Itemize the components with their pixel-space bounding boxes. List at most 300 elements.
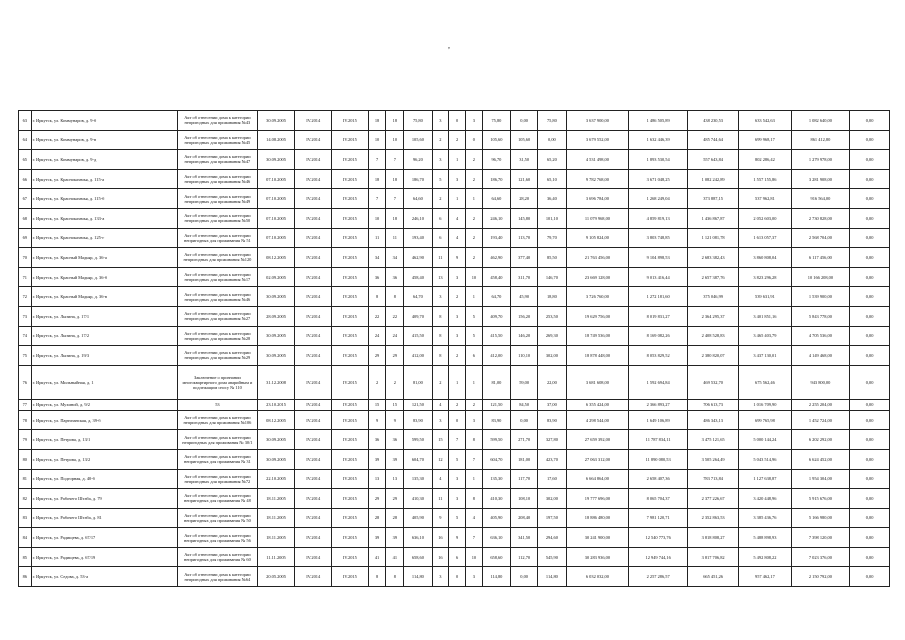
cell-document-date: 07.10.2005 xyxy=(257,169,295,189)
cell-address: г. Иркутск, ул. Петрова, д. 13/1 xyxy=(31,430,178,450)
cell-total-area: 105,60 xyxy=(404,130,432,150)
cell-total-cost: 6 664 864,00 xyxy=(566,469,629,489)
cell-fund-extra: 7 023 376,00 xyxy=(791,547,850,567)
cell-fund-local: 699 765,98 xyxy=(739,410,791,430)
cell-address: г. Иркутск, ул. Коммунаров, д. 9-д xyxy=(31,150,178,170)
cell-total-cost: 6 355 424,00 xyxy=(566,399,629,410)
cell-planned-end: IV.2015 xyxy=(332,567,369,587)
table-row xyxy=(19,150,890,170)
cell-area-municipal: 83,90 xyxy=(538,410,566,430)
cell-planned-start: IV.2014 xyxy=(295,130,332,150)
cell-residents-relocated: 15 xyxy=(386,399,404,410)
cell-planned-start: IV.2014 xyxy=(295,547,332,567)
cell-document-date: 07.10.2005 xyxy=(257,189,295,209)
cell-address: г. Иркутск, ул. Рабочего Штаба, д. 81 xyxy=(31,508,178,528)
cell-fund-regional: 375 046,99 xyxy=(687,287,738,307)
cell-rooms-municipal: 10 xyxy=(466,267,483,287)
cell-fund-federal: 2 257 286,57 xyxy=(629,567,688,587)
cell-rooms-total: 8 xyxy=(432,326,449,346)
cell-document: Акт об отнесении дома к категории непригодных для проживания №27 xyxy=(178,306,258,326)
cell-residents-count: 9 xyxy=(368,410,386,430)
cell-rooms-private: 2 xyxy=(449,399,466,410)
cell-rooms-municipal: 1 xyxy=(466,365,483,399)
cell-residents-count: 24 xyxy=(368,326,386,346)
cell-total-area: 599,50 xyxy=(404,430,432,450)
cell-fund-other: 0,00 xyxy=(850,547,890,567)
cell-total-area: 75,80 xyxy=(404,111,432,131)
cell-planned-end: IV.2015 xyxy=(332,430,369,450)
cell-address: г. Иркутск, ул. Красный Мадьяр, д. 36-б xyxy=(31,267,178,287)
cell-planned-end: IV.2015 xyxy=(332,365,369,399)
cell-area-total: 409,70 xyxy=(482,306,510,326)
cell-planned-end: IV.2015 xyxy=(332,111,369,131)
cell-total-area: 412,00 xyxy=(404,346,432,366)
cell-area-municipal: 85,50 xyxy=(538,248,566,268)
cell-fund-local: 1 557 155,86 xyxy=(739,169,791,189)
cell-area-private: 0,00 xyxy=(511,111,538,131)
cell-area-private: 341,50 xyxy=(511,528,538,548)
cell-area-municipal: 18,80 xyxy=(538,287,566,307)
cell-row-number: 72 xyxy=(19,287,32,307)
cell-document-date: 30.09.2005 xyxy=(257,449,295,469)
cell-rooms-municipal: 6 xyxy=(466,346,483,366)
cell-rooms-private: 0 xyxy=(449,111,466,131)
table-row xyxy=(19,326,890,346)
cell-area-private: 84,50 xyxy=(511,399,538,410)
cell-fund-regional: 557 643,84 xyxy=(687,150,738,170)
cell-total-cost: 9 782 768,00 xyxy=(566,169,629,189)
cell-area-municipal: 65,20 xyxy=(538,150,566,170)
cell-rooms-private: 1 xyxy=(449,189,466,209)
cell-area-municipal: 294,60 xyxy=(538,528,566,548)
cell-rooms-private: 4 xyxy=(449,228,466,248)
cell-area-private: 110,10 xyxy=(511,346,538,366)
cell-row-number: 63 xyxy=(19,111,32,131)
cell-area-municipal: 269,30 xyxy=(538,326,566,346)
cell-address: г. Иркутск, ул. Лызина, д. 17/2 xyxy=(31,326,178,346)
cell-residents-count: 22 xyxy=(368,306,386,326)
cell-rooms-municipal: 3 xyxy=(466,111,483,131)
cell-fund-other: 0,00 xyxy=(850,169,890,189)
cell-row-number: 79 xyxy=(19,430,32,450)
cell-total-area: 458,40 xyxy=(404,267,432,287)
cell-document: 53 xyxy=(178,399,258,410)
cell-residents-count: 39 xyxy=(368,528,386,548)
housing-relocation-table xyxy=(18,110,890,587)
cell-fund-local: 539 631,91 xyxy=(739,287,791,307)
cell-fund-extra: 2 730 828,00 xyxy=(791,208,850,228)
cell-row-number: 81 xyxy=(19,469,32,489)
cell-total-cost: 27 063 312,00 xyxy=(566,449,629,469)
cell-row-number: 75 xyxy=(19,346,32,366)
cell-residents-count: 8 xyxy=(368,567,386,587)
cell-row-number: 84 xyxy=(19,528,32,548)
cell-fund-extra: 6 202 292,00 xyxy=(791,430,850,450)
cell-residents-relocated: 34 xyxy=(386,248,404,268)
cell-document-date: 30.09.2005 xyxy=(257,111,295,131)
cell-fund-local: 3 465 403,79 xyxy=(739,326,791,346)
cell-fund-federal: 9 104 898,53 xyxy=(629,248,688,268)
cell-area-total: 75,80 xyxy=(482,111,510,131)
cell-rooms-total: 6 xyxy=(432,228,449,248)
cell-fund-extra: 6 624 452,00 xyxy=(791,449,850,469)
cell-total-cost: 30 241 900,00 xyxy=(566,528,629,548)
cell-document-date: 07.10.2005 xyxy=(257,208,295,228)
cell-residents-relocated: 29 xyxy=(386,346,404,366)
cell-area-total: 64,70 xyxy=(482,287,510,307)
cell-fund-other: 0,00 xyxy=(850,306,890,326)
cell-fund-regional: 1 121 081,78 xyxy=(687,228,738,248)
cell-residents-count: 18 xyxy=(368,111,386,131)
cell-document: Заключение о признании многоквартирного дома аварийным и подлежащим сносу № 110 xyxy=(178,365,258,399)
cell-fund-local: 675 562,46 xyxy=(739,365,791,399)
cell-area-private: 181,00 xyxy=(511,449,538,469)
cell-planned-start: IV.2014 xyxy=(295,248,332,268)
cell-residents-relocated: 39 xyxy=(386,528,404,548)
cell-row-number: 74 xyxy=(19,326,32,346)
cell-fund-regional: 2 408 528,83 xyxy=(687,326,738,346)
cell-document: Акт об отнесении дома к категории непригодных для проживания № 51 xyxy=(178,228,258,248)
cell-total-area: 405,90 xyxy=(404,508,432,528)
cell-document: Акт об отнесении дома к категории непригодных для проживания №45 xyxy=(178,130,258,150)
cell-fund-federal: 7 981 120,71 xyxy=(629,508,688,528)
cell-planned-end: IV.2015 xyxy=(332,130,369,150)
cell-area-private: 377,40 xyxy=(511,248,538,268)
cell-document-date: 18.11.2005 xyxy=(257,489,295,509)
cell-fund-federal: 8 019 831,27 xyxy=(629,306,688,326)
cell-rooms-private: 9 xyxy=(449,248,466,268)
cell-address: г. Иркутск, ул. Коммунаров, д. 9-в xyxy=(31,130,178,150)
cell-address: г. Иркутск, ул. Партизанская, д. 39-б xyxy=(31,410,178,430)
cell-total-cost: 19 629 756,00 xyxy=(566,306,629,326)
cell-total-cost: 4 531 498,00 xyxy=(566,150,629,170)
cell-document: Акт об отнесении дома к категории непригодных для проживания № 31 xyxy=(178,449,258,469)
cell-residents-count: 36 xyxy=(368,430,386,450)
cell-total-cost: 18 749 536,00 xyxy=(566,326,629,346)
cell-fund-federal: 1 486 505,89 xyxy=(629,111,688,131)
cell-document-date: 14.08.2005 xyxy=(257,130,295,150)
cell-total-area: 81,00 xyxy=(404,365,432,399)
cell-rooms-private: 5 xyxy=(449,508,466,528)
cell-document-date: 28.09.2005 xyxy=(257,306,295,326)
cell-fund-regional: 1 436 867,87 xyxy=(687,208,738,228)
cell-document: Акт об отнесении дома к категории непригодных для проживания №46 xyxy=(178,287,258,307)
cell-total-cost: 3 696 784,00 xyxy=(566,189,629,209)
cell-rooms-total: 11 xyxy=(432,489,449,509)
cell-residents-count: 34 xyxy=(368,248,386,268)
cell-area-private: 0,00 xyxy=(511,410,538,430)
cell-rooms-municipal: 2 xyxy=(466,169,483,189)
cell-fund-regional: 3 475 121,65 xyxy=(687,430,738,450)
cell-area-private: 45,90 xyxy=(511,287,538,307)
cell-fund-federal: 8 169 082,26 xyxy=(629,326,688,346)
cell-fund-local: 2 052 603,00 xyxy=(739,208,791,228)
cell-area-total: 604,70 xyxy=(482,449,510,469)
cell-residents-count: 13 xyxy=(368,469,386,489)
cell-area-municipal: 253,50 xyxy=(538,306,566,326)
cell-rooms-total: 4 xyxy=(432,399,449,410)
table-row xyxy=(19,189,890,209)
cell-document: Акт об отнесении дома к категории непригодных для проживания №49 xyxy=(178,189,258,209)
cell-total-area: 604,70 xyxy=(404,449,432,469)
cell-area-municipal: 302,00 xyxy=(538,489,566,509)
cell-total-area: 462,90 xyxy=(404,248,432,268)
cell-planned-end: IV.2015 xyxy=(332,248,369,268)
cell-area-municipal: 197,50 xyxy=(538,508,566,528)
cell-residents-count: 8 xyxy=(368,287,386,307)
cell-rooms-total: 3 xyxy=(432,287,449,307)
cell-total-area: 658,60 xyxy=(404,547,432,567)
cell-fund-other: 0,00 xyxy=(850,189,890,209)
cell-rooms-total: 3 xyxy=(432,111,449,131)
cell-area-private: 31,50 xyxy=(511,150,538,170)
cell-planned-start: IV.2014 xyxy=(295,111,332,131)
cell-total-area: 415,50 xyxy=(404,326,432,346)
table-row xyxy=(19,508,890,528)
cell-total-cost: 21 763 456,00 xyxy=(566,248,629,268)
cell-address: г. Иркутск, ул. Красный Мадьяр, д. 36-в xyxy=(31,287,178,307)
cell-fund-other: 0,00 xyxy=(850,430,890,450)
cell-fund-regional: 373 887,15 xyxy=(687,189,738,209)
cell-fund-extra: 6 117 456,00 xyxy=(791,248,850,268)
cell-document: Акт об отнесении дома к категории непригодных для проживания №64 xyxy=(178,567,258,587)
cell-residents-relocated: 18 xyxy=(386,111,404,131)
cell-rooms-private: 2 xyxy=(449,346,466,366)
cell-total-cost: 18 886 480,00 xyxy=(566,508,629,528)
cell-fund-extra: 943 800,00 xyxy=(791,365,850,399)
cell-total-area: 64,60 xyxy=(404,189,432,209)
cell-fund-other: 0,00 xyxy=(850,508,890,528)
cell-rooms-private: 3 xyxy=(449,469,466,489)
cell-rooms-private: 2 xyxy=(449,287,466,307)
cell-rooms-private: 9 xyxy=(449,528,466,548)
cell-total-area: 636,10 xyxy=(404,528,432,548)
cell-fund-federal: 9 013 416,44 xyxy=(629,267,688,287)
cell-rooms-total: 4 xyxy=(432,469,449,489)
cell-document: Акт об отнесении дома к категории непригодных для проживания №72 xyxy=(178,469,258,489)
cell-fund-federal: 4 859 819,13 xyxy=(629,208,688,228)
cell-document-date: 02.09.2005 xyxy=(257,267,295,287)
cell-fund-other: 0,00 xyxy=(850,399,890,410)
cell-fund-extra: 1 452 724,00 xyxy=(791,410,850,430)
cell-fund-federal: 3 671 048,25 xyxy=(629,169,688,189)
cell-rooms-municipal: 4 xyxy=(466,508,483,528)
cell-total-area: 193,40 xyxy=(404,228,432,248)
cell-document-date: 31.12.2008 xyxy=(257,365,295,399)
cell-fund-federal: 11 787 834,11 xyxy=(629,430,688,450)
cell-row-number: 76 xyxy=(19,365,32,399)
cell-planned-start: IV.2014 xyxy=(295,410,332,430)
cell-fund-other: 0,00 xyxy=(850,150,890,170)
cell-planned-start: IV.2014 xyxy=(295,567,332,587)
cell-fund-extra: 2 255 204,00 xyxy=(791,399,850,410)
cell-fund-other: 0,00 xyxy=(850,267,890,287)
cell-area-private: 59,00 xyxy=(511,365,538,399)
cell-document-date: 18.11.2005 xyxy=(257,508,295,528)
cell-fund-other: 0,00 xyxy=(850,346,890,366)
cell-document: Акт об отнесении дома к категории непригодных для проживания №120 xyxy=(178,248,258,268)
cell-fund-extra: 5 843 778,00 xyxy=(791,306,850,326)
cell-planned-start: IV.2014 xyxy=(295,326,332,346)
cell-planned-end: IV.2015 xyxy=(332,208,369,228)
cell-row-number: 83 xyxy=(19,508,32,528)
cell-area-total: 246,10 xyxy=(482,208,510,228)
cell-total-cost: 9 105 824,00 xyxy=(566,228,629,248)
cell-planned-end: IV.2015 xyxy=(332,346,369,366)
cell-document: Акт об отнесении дома к категории непригодных для проживания №106 xyxy=(178,410,258,430)
cell-residents-relocated: 9 xyxy=(386,410,404,430)
cell-fund-regional: 486 343,13 xyxy=(687,410,738,430)
cell-total-cost: 23 669 128,00 xyxy=(566,267,629,287)
cell-total-area: 135,30 xyxy=(404,469,432,489)
cell-fund-regional: 1 082 242,89 xyxy=(687,169,738,189)
cell-rooms-private: 6 xyxy=(449,547,466,567)
cell-area-total: 462,90 xyxy=(482,248,510,268)
cell-fund-local: 3 860 808,04 xyxy=(739,248,791,268)
cell-row-number: 77 xyxy=(19,399,32,410)
cell-fund-extra: 2 568 704,00 xyxy=(791,228,850,248)
cell-rooms-municipal: 8 xyxy=(466,430,483,450)
cell-fund-local: 3 401 851,16 xyxy=(739,306,791,326)
cell-planned-end: IV.2015 xyxy=(332,469,369,489)
cell-fund-other: 0,00 xyxy=(850,469,890,489)
cell-fund-regional: 485 744,64 xyxy=(687,130,738,150)
cell-rooms-total: 8 xyxy=(432,346,449,366)
cell-planned-start: IV.2014 xyxy=(295,169,332,189)
cell-planned-start: IV.2014 xyxy=(295,365,332,399)
cell-address: г. Иркутск, ул. Подгорная, д. 40-б xyxy=(31,469,178,489)
cell-row-number: 66 xyxy=(19,169,32,189)
cell-planned-start: IV.2014 xyxy=(295,267,332,287)
cell-rooms-municipal: 2 xyxy=(466,248,483,268)
cell-fund-other: 0,00 xyxy=(850,287,890,307)
cell-document-date: 07.10.2005 xyxy=(257,228,295,248)
cell-area-municipal: 114,80 xyxy=(538,567,566,587)
cell-rooms-municipal: 10 xyxy=(466,547,483,567)
cell-area-private: 271,70 xyxy=(511,430,538,450)
table-row xyxy=(19,430,890,450)
table-row xyxy=(19,449,890,469)
cell-rooms-private: 3 xyxy=(449,169,466,189)
cell-document: Акт об отнесении дома к категории непригодных для проживания № 48 xyxy=(178,489,258,509)
cell-document: Акт об отнесении дома к категории непригодных для проживания №43 xyxy=(178,111,258,131)
cell-document-date: 20.05.2005 xyxy=(257,567,295,587)
cell-row-number: 68 xyxy=(19,208,32,228)
cell-rooms-municipal: 5 xyxy=(466,306,483,326)
cell-planned-end: IV.2015 xyxy=(332,306,369,326)
cell-fund-federal: 1 893 530,54 xyxy=(629,150,688,170)
cell-document-date: 30.09.2005 xyxy=(257,287,295,307)
cell-rooms-total: 16 xyxy=(432,547,449,567)
cell-address: г. Иркутск, ул. Красноказачья, д. 133-а xyxy=(31,208,178,228)
cell-fund-local: 802 286,42 xyxy=(739,150,791,170)
table-row xyxy=(19,469,890,489)
cell-area-total: 193,40 xyxy=(482,228,510,248)
table-row xyxy=(19,410,890,430)
cell-planned-start: IV.2014 xyxy=(295,228,332,248)
cell-area-private: 208,40 xyxy=(511,508,538,528)
cell-area-total: 458,40 xyxy=(482,267,510,287)
cell-area-total: 96,70 xyxy=(482,150,510,170)
cell-row-number: 80 xyxy=(19,449,32,469)
cell-rooms-municipal: 1 xyxy=(466,469,483,489)
cell-fund-extra: 10 166 208,00 xyxy=(791,267,850,287)
cell-residents-count: 10 xyxy=(368,208,386,228)
cell-fund-regional: 2 377 226,67 xyxy=(687,489,738,509)
cell-fund-other: 0,00 xyxy=(850,208,890,228)
cell-document-date: 18.11.2005 xyxy=(257,528,295,548)
cell-fund-other: 0,00 xyxy=(850,111,890,131)
cell-fund-other: 0,00 xyxy=(850,489,890,509)
cell-rooms-total: 2 xyxy=(432,189,449,209)
cell-area-total: 599,50 xyxy=(482,430,510,450)
cell-rooms-total: 3 xyxy=(432,567,449,587)
cell-rooms-total: 8 xyxy=(432,306,449,326)
cell-residents-count: 28 xyxy=(368,508,386,528)
cell-area-private: 145,80 xyxy=(511,208,538,228)
cell-fund-local: 537 962,81 xyxy=(739,189,791,209)
cell-fund-other: 0,00 xyxy=(850,528,890,548)
cell-fund-regional: 2 657 387,76 xyxy=(687,267,738,287)
cell-area-private: 112,70 xyxy=(511,547,538,567)
cell-fund-other: 0,00 xyxy=(850,365,890,399)
cell-area-private: 28,20 xyxy=(511,189,538,209)
cell-area-total: 114,80 xyxy=(482,567,510,587)
cell-total-cost: 19 777 696,00 xyxy=(566,489,629,509)
cell-area-municipal: 17,60 xyxy=(538,469,566,489)
cell-address: г. Иркутск, ул. Лызина, д. 17/1 xyxy=(31,306,178,326)
cell-planned-end: IV.2015 xyxy=(332,399,369,410)
cell-address: г. Иркутск, ул. Коммунаров, д. 9-б xyxy=(31,111,178,131)
cell-residents-count: 7 xyxy=(368,150,386,170)
cell-planned-start: IV.2014 xyxy=(295,430,332,450)
cell-document: Акт об отнесении дома к категории непригодных для проживания №17 xyxy=(178,267,258,287)
cell-area-private: 117,70 xyxy=(511,469,538,489)
cell-area-total: 105,60 xyxy=(482,130,510,150)
cell-area-total: 186,70 xyxy=(482,169,510,189)
cell-fund-federal: 1 632 446,39 xyxy=(629,130,688,150)
cell-rooms-private: 7 xyxy=(449,430,466,450)
cell-area-total: 121,50 xyxy=(482,399,510,410)
cell-total-area: 96,20 xyxy=(404,150,432,170)
cell-address: г. Иркутск, ул. Радищева, д. 67/19 xyxy=(31,547,178,567)
cell-rooms-private: 5 xyxy=(449,449,466,469)
cell-rooms-municipal: 1 xyxy=(466,189,483,209)
cell-fund-federal: 12 540 773,76 xyxy=(629,528,688,548)
cell-fund-local: 5 043 514,96 xyxy=(739,449,791,469)
cell-rooms-total: 13 xyxy=(432,267,449,287)
cell-fund-extra: 5 915 676,00 xyxy=(791,489,850,509)
cell-residents-relocated: 7 xyxy=(386,189,404,209)
cell-row-number: 67 xyxy=(19,189,32,209)
cell-residents-count: 29 xyxy=(368,346,386,366)
cell-residents-count: 39 xyxy=(368,449,386,469)
cell-planned-end: IV.2015 xyxy=(332,287,369,307)
cell-row-number: 69 xyxy=(19,228,32,248)
cell-fund-local: 699 968,17 xyxy=(739,130,791,150)
cell-planned-end: IV.2015 xyxy=(332,228,369,248)
cell-rooms-total: 2 xyxy=(432,365,449,399)
cell-planned-start: IV.2014 xyxy=(295,306,332,326)
cell-fund-regional: 2 352 863,53 xyxy=(687,508,738,528)
cell-address: г. Иркутск, ул. Мильныйная, д. 1 xyxy=(31,365,178,399)
cell-residents-relocated: 8 xyxy=(386,567,404,587)
table-row xyxy=(19,130,890,150)
cell-fund-extra: 1 954 304,00 xyxy=(791,469,850,489)
cell-residents-relocated: 10 xyxy=(386,130,404,150)
cell-planned-end: IV.2015 xyxy=(332,189,369,209)
cell-total-area: 114,80 xyxy=(404,567,432,587)
